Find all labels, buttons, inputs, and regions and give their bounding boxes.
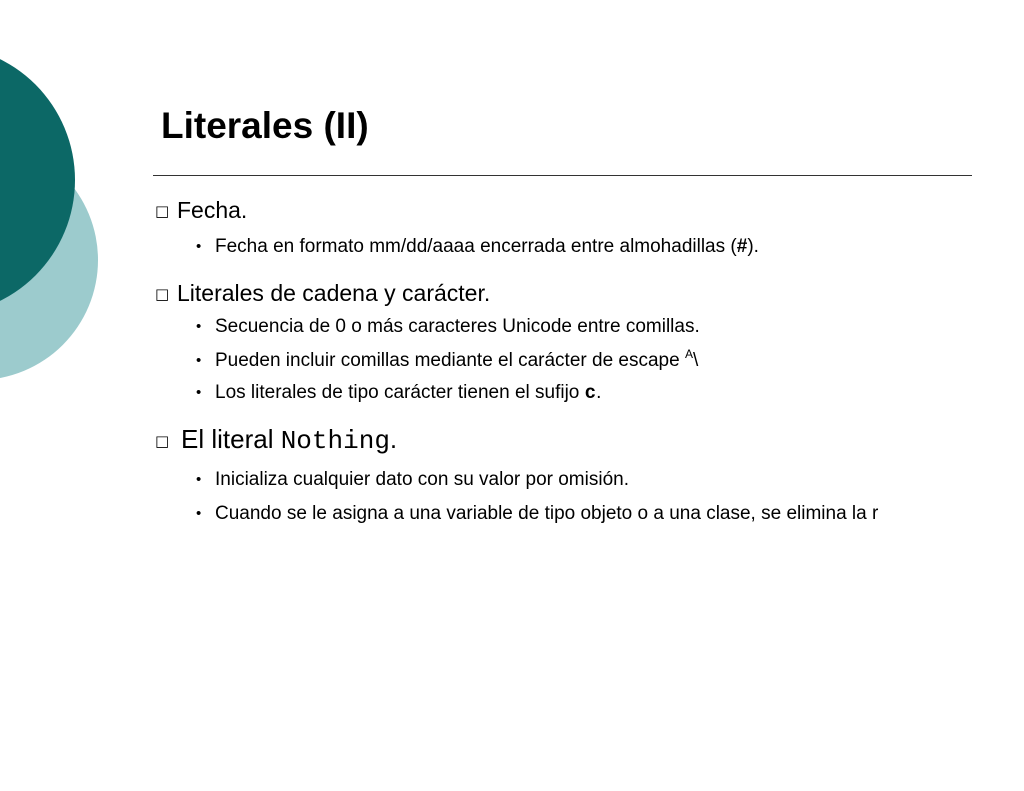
list-item xyxy=(196,315,700,339)
section-literales-cadena xyxy=(155,279,490,308)
list-item xyxy=(196,468,629,492)
item-text: Fecha en formato mm/dd/aaaa encerrada entre almohadillas ( xyxy=(215,236,737,257)
square-bullet-icon: □ xyxy=(155,432,170,450)
item-text-after: \ xyxy=(693,350,699,371)
item-text-after: ). xyxy=(747,236,759,257)
section-heading: Literales de cadena y carácter. xyxy=(177,280,491,306)
item-code: # xyxy=(736,236,748,257)
slide-title: Literales (II) xyxy=(161,105,369,146)
square-bullet-icon: □ xyxy=(155,202,170,220)
section-heading-code: Nothing xyxy=(280,426,390,456)
item-code: c xyxy=(584,382,597,404)
item-text: Secuencia de 0 o más caracteres Unicode entre comillas. xyxy=(215,316,700,337)
section-fecha xyxy=(155,196,247,225)
dot-bullet-icon: • xyxy=(196,318,202,335)
section-literal-nothing xyxy=(155,423,397,457)
decorative-circles xyxy=(0,0,110,420)
title-divider xyxy=(153,175,972,176)
list-item xyxy=(196,235,759,259)
section-heading: Fecha. xyxy=(177,197,248,223)
square-bullet-icon: □ xyxy=(155,285,170,303)
dot-bullet-icon: • xyxy=(196,352,202,369)
list-item xyxy=(196,381,601,405)
item-text-after: . xyxy=(596,382,602,403)
list-item xyxy=(196,502,878,526)
item-text: Inicializa cualquier dato con su valor por omisión. xyxy=(215,469,629,490)
item-superscript: A xyxy=(684,347,693,361)
item-text: Cuando se le asigna a una variable de tipo objeto o a una clase, se elimina la r xyxy=(215,503,879,524)
dot-bullet-icon: • xyxy=(196,238,202,255)
dot-bullet-icon: • xyxy=(196,505,202,522)
dot-bullet-icon: • xyxy=(196,384,202,401)
list-item xyxy=(196,349,698,373)
section-heading-after: . xyxy=(389,424,398,454)
section-heading: El literal xyxy=(181,424,281,454)
item-text: Pueden incluir comillas mediante el carácter de escape xyxy=(215,350,685,371)
dot-bullet-icon: • xyxy=(196,471,202,488)
item-text: Los literales de tipo carácter tienen el sufijo xyxy=(215,382,585,403)
